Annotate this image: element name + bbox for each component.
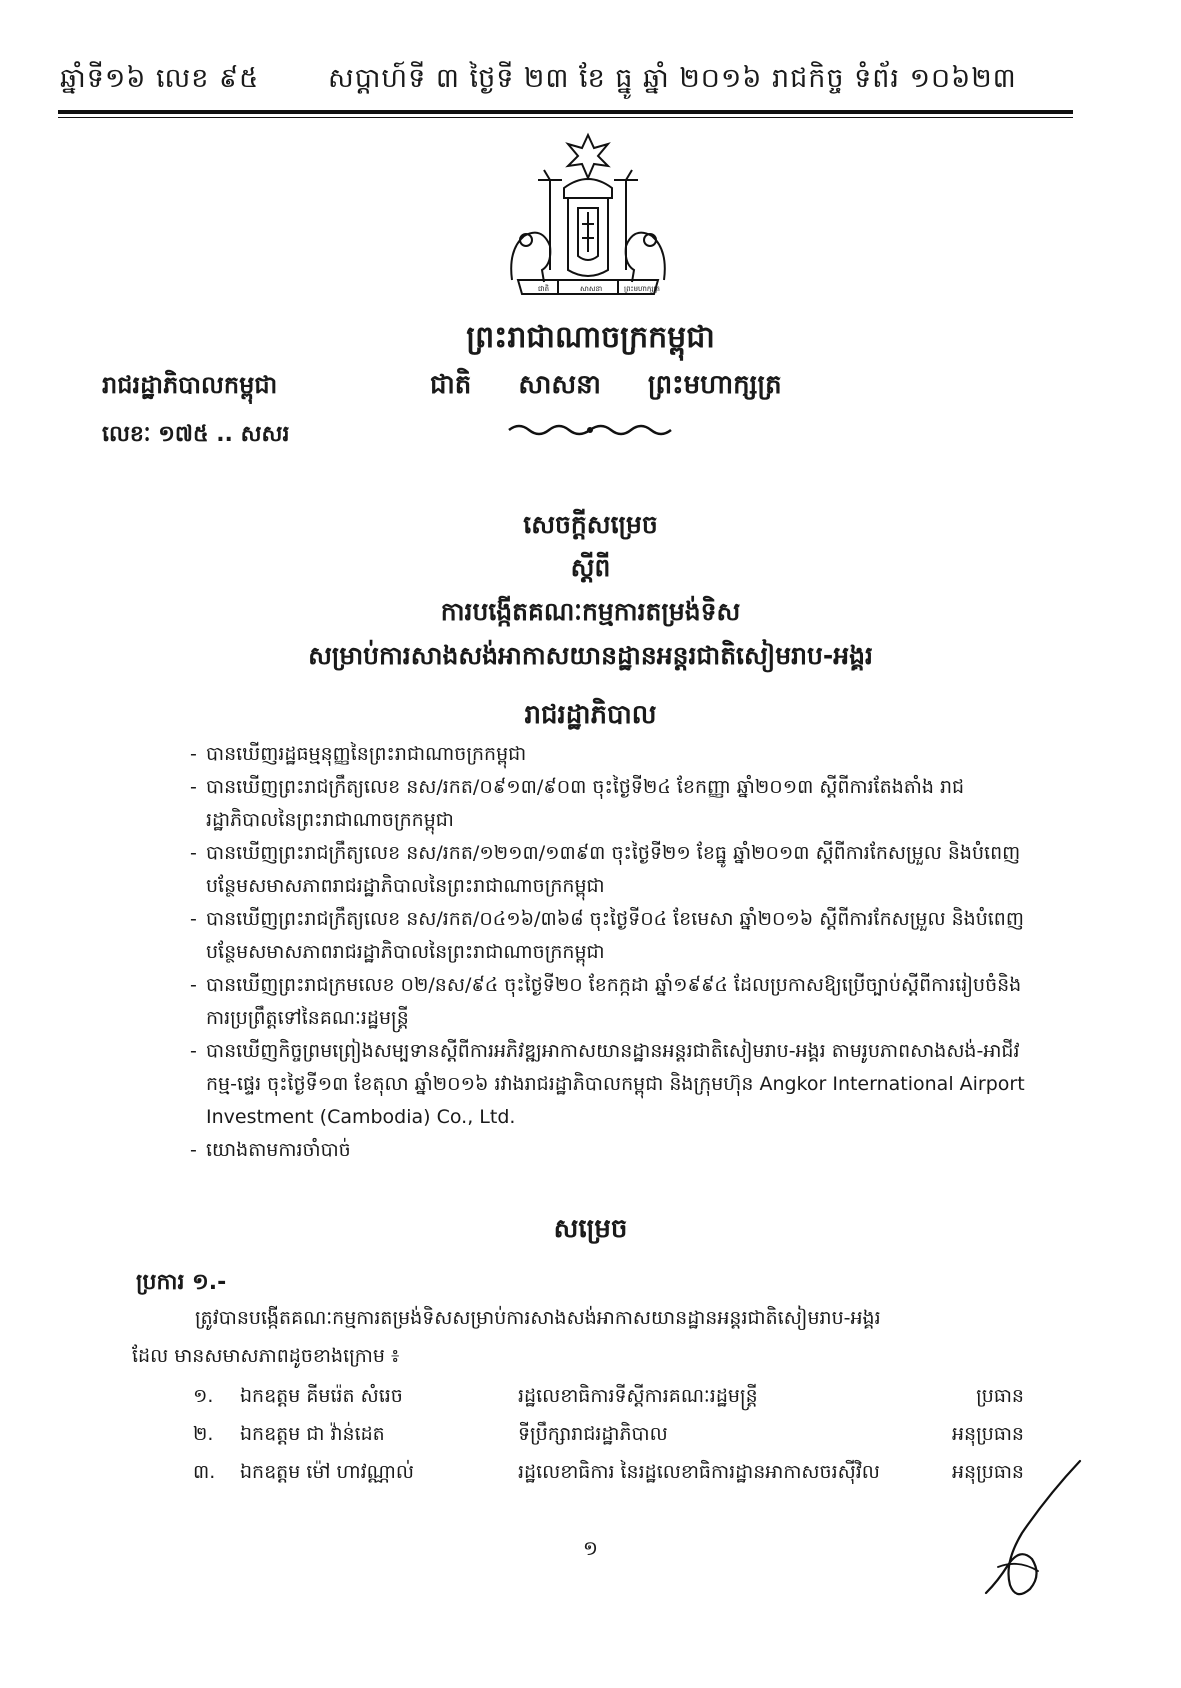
member-number: ៣.	[193, 1461, 216, 1483]
consideration-item: - បានឃើញព្រះរាជក្រឹត្យលេខ នស/រកត/០៩១៣/៩០៣ ចុះថ្ងៃទី២៤ ខែកញ្ញា ឆ្នាំ២០១៣ ស្ដីពីការតែងតាំង រាជរដ្ឋាភិបាលនៃព្រះរាជាណាចក្រកម្ពុជា	[190, 771, 1030, 837]
member-number: ១.	[193, 1385, 214, 1407]
national-motto	[430, 368, 820, 406]
royal-coat-of-arms-icon	[498, 130, 678, 300]
member-name: ឯកឧត្ដម ជា វ៉ាន់ដេត	[240, 1423, 385, 1445]
member-position: ទីប្រឹក្សារាជរដ្ឋាភិបាល	[518, 1423, 668, 1445]
motto-nation: ជាតិ	[430, 370, 472, 400]
article-1-text-line2: ដែល មានសមាសភាពដូចខាងក្រោម ៖	[132, 1345, 400, 1367]
consideration-item: - បានឃើញព្រះរាជក្រមលេខ ០២/នស/៩៤ ចុះថ្ងៃទី២០ ខែកក្កដា ឆ្នាំ១៩៩៤ ដែលប្រកាសឱ្យប្រើច្បាប់ស្ដីពីការរៀបចំនិងការប្រព្រឹត្តទៅនៃគណៈរដ្ឋមន្ត្រី	[190, 969, 1030, 1035]
decision-title-line2: សម្រាប់ការសាងសង់អាកាសយានដ្ឋានអន្តរជាតិសៀមរាប-អង្គរ	[308, 641, 873, 670]
issuer-heading: រាជរដ្ឋាភិបាល	[524, 700, 657, 730]
gazette-page-ref: រាជកិច្ច ទំព័រ ១០៦២៣	[772, 63, 1017, 94]
consideration-item: - យោងតាមការចាំបាច់	[190, 1134, 1030, 1167]
member-role: អនុប្រធាន	[952, 1461, 1024, 1483]
consideration-item: - បានឃើញព្រះរាជក្រឹត្យលេខ នស/រកត/១២១៣/១៣៩៣ ចុះថ្ងៃទី២១ ខែធ្នូ ឆ្នាំ២០១៣ ស្ដីពីការកែសម្រួល និងបំពេញបន្ថែមសមាសភាពរាជរដ្ឋាភិបាលនៃព្រះរាជាណាចក្រកម្ពុជា	[190, 837, 1030, 903]
decision-heading: សម្រេច	[553, 1214, 628, 1244]
article-1-label: ប្រការ ១.-	[136, 1270, 227, 1295]
gazette-week-date: សប្តាហ៍ទី ៣ ថ្ងៃទី ២៣ ខែ ធ្នូ ឆ្នាំ ២០១៦	[328, 63, 763, 94]
svg-text:ព្រះមហាក្សត្រ: ព្រះមហាក្សត្រ	[624, 285, 660, 293]
svg-text:ជាតិ: ជាតិ	[538, 285, 550, 293]
member-role: អនុប្រធាន	[952, 1423, 1024, 1445]
svg-text:សាសនា: សាសនា	[580, 285, 603, 293]
consideration-item: - បានឃើញរដ្ឋធម្មនុញ្ញនៃព្រះរាជាណាចក្រកម្ពុជា	[190, 738, 1030, 771]
member-row	[0, 1422, 1181, 1456]
member-name: ឯកឧត្ដម ម៉ៅ ហាវណ្ណាល់	[240, 1461, 414, 1483]
member-name: ឯកឧត្ដម គីមរ៉េត សំរេច	[240, 1385, 403, 1407]
decision-title-line1: ការបង្កើតគណៈកម្មការតម្រង់ទិស	[440, 597, 741, 626]
member-position: រដ្ឋលេខាធិការទីស្ដីការគណៈរដ្ឋមន្ត្រី	[518, 1385, 758, 1407]
motto-religion: សាសនា	[518, 370, 601, 400]
member-role: ប្រធាន	[976, 1385, 1024, 1407]
decision-about: ស្ដីពី	[570, 553, 611, 582]
gazette-year-issue: ឆ្នាំទី១៦ លេខ ៩៥	[60, 63, 260, 94]
page-number: ១	[582, 1536, 599, 1560]
handwritten-signature-icon	[968, 1455, 1088, 1605]
member-row	[0, 1384, 1181, 1418]
motto-king: ព្រះមហាក្សត្រ	[647, 370, 782, 400]
member-position: រដ្ឋលេខាធិការ នៃរដ្ឋលេខាធិការដ្ឋានអាកាសចរស៊ីវិល	[518, 1461, 880, 1483]
document-number: លេខៈ ១៧៥ .. សសរ	[102, 422, 290, 447]
government-heading: រាជរដ្ឋាភិបាលកម្ពុជា	[102, 371, 278, 399]
member-number: ២.	[193, 1423, 214, 1445]
considerations-list	[190, 738, 1030, 1167]
header-rule	[58, 110, 1073, 114]
decision-type: សេចក្ដីសម្រេច	[523, 510, 658, 539]
header-rule-thin	[58, 117, 1073, 118]
consideration-item: - បានឃើញកិច្ចព្រមព្រៀងសម្បទានស្ដីពីការអភិវឌ្ឍអាកាសយានដ្ឋានអន្តរជាតិសៀមរាប-អង្គរ តាមរូបភាពសាងសង់-អាជីវកម្ម-ផ្ទេរ ចុះថ្ងៃទី១៣ ខែតុលា ឆ្នាំ២០១៦ រវាងរាជរដ្ឋាភិបាលកម្ពុជា និងក្រុមហ៊ុន Angkor International Airport Investment (Cambodia) Co., Ltd.	[190, 1035, 1030, 1134]
consideration-item: - បានឃើញព្រះរាជក្រឹត្យលេខ នស/រកត/០៤១៦/៣៦៨ ចុះថ្ងៃទី០៤ ខែមេសា ឆ្នាំ២០១៦ ស្ដីពីការកែសម្រួល និងបំពេញបន្ថែមសមាសភាពរាជរដ្ឋាភិបាលនៃព្រះរាជាណាចក្រកម្ពុជា	[190, 903, 1030, 969]
article-1-text-line1: ត្រូវបានបង្កើតគណៈកម្មការតម្រង់ទិសសម្រាប់ការសាងសង់អាកាសយានដ្ឋានអន្តរជាតិសៀមរាប-អង្គរ	[195, 1307, 881, 1329]
ornament-divider-icon	[505, 418, 675, 440]
kingdom-title: ព្រះរាជាណាចក្រកម្ពុជា	[466, 320, 715, 355]
